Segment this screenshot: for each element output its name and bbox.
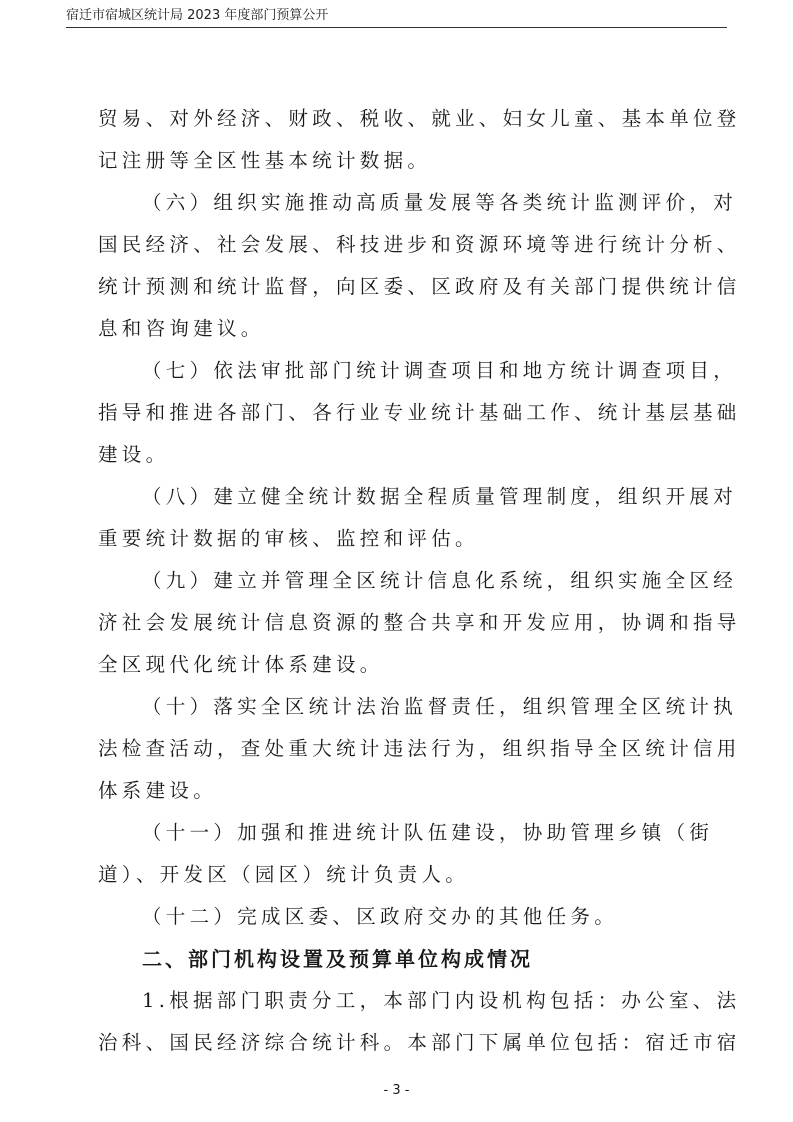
paragraph-item-11: [98, 812, 714, 896]
text-line: 统计预测和统计监督，向区委、区政府及有关部门提供统计信: [98, 275, 741, 298]
page-number: - 3 -: [383, 1083, 410, 1098]
text-line: 息和咨询建议。: [98, 317, 265, 340]
text-line: 贸易、对外经济、财政、税收、就业、妇女儿童、基本单位登: [98, 107, 741, 130]
paragraph-item-9: [98, 560, 741, 686]
text-line: （十二）完成区委、区政府交办的其他任务。: [142, 905, 619, 928]
paragraph-item-6: [98, 182, 741, 350]
text-line: 重要统计数据的审核、监控和评估。: [98, 527, 479, 550]
paragraph-item-8: [98, 476, 738, 560]
header-rule: [66, 27, 727, 28]
text-line: （六）组织实施推动高质量发展等各类统计监测评价，对: [142, 191, 738, 214]
paragraph-statistics-scope: [98, 98, 741, 182]
text-line: 指导和推进各部门、各行业专业统计基础工作、统计基层基础: [98, 401, 741, 424]
text-line: 国民经济、社会发展、科技进步和资源环境等进行统计分析、: [98, 233, 741, 256]
text-line: （七）依法审批部门统计调查项目和地方统计调查项目，: [142, 359, 738, 382]
document-body: [98, 98, 741, 1064]
text-line: 治科、国民经济综合统计科。本部门下属单位包括：宿迁市宿: [98, 1031, 741, 1054]
text-line: 道）、开发区（园区）统计负责人。: [98, 863, 470, 886]
paragraph-item-10: [98, 686, 741, 812]
text-line: （九）建立并管理全区统计信息化系统，组织实施全区经: [142, 569, 738, 592]
paragraph-item-7: [98, 350, 741, 476]
text-line: 1.根据部门职责分工，本部门内设机构包括：办公室、法: [142, 989, 741, 1012]
paragraph-item-12: [98, 896, 698, 938]
text-line: 体系建设。: [98, 779, 218, 802]
text-line: 建设。: [98, 443, 170, 466]
text-line: （十）落实全区统计法治监督责任，组织管理全区统计执: [142, 695, 738, 718]
text-line: 记注册等全区性基本统计数据。: [98, 149, 432, 172]
section-heading: 二、部门机构设置及预算单位构成情况: [142, 947, 533, 971]
text-line: 济社会发展统计信息资源的整合共享和开发应用，协调和指导: [98, 611, 741, 634]
text-line: 全区现代化统计体系建设。: [98, 653, 384, 676]
paragraph-structure: [98, 980, 741, 1064]
running-header: 宿迁市宿城区统计局 2023 年度部门预算公开: [66, 8, 329, 23]
text-line: （八）建立健全统计数据全程质量管理制度，组织开展对: [142, 485, 738, 508]
text-line: （十一）加强和推进统计队伍建设，协助管理乡镇（街: [142, 821, 714, 844]
text-line: 法检查活动，查处重大统计违法行为，组织指导全区统计信用: [98, 737, 741, 760]
